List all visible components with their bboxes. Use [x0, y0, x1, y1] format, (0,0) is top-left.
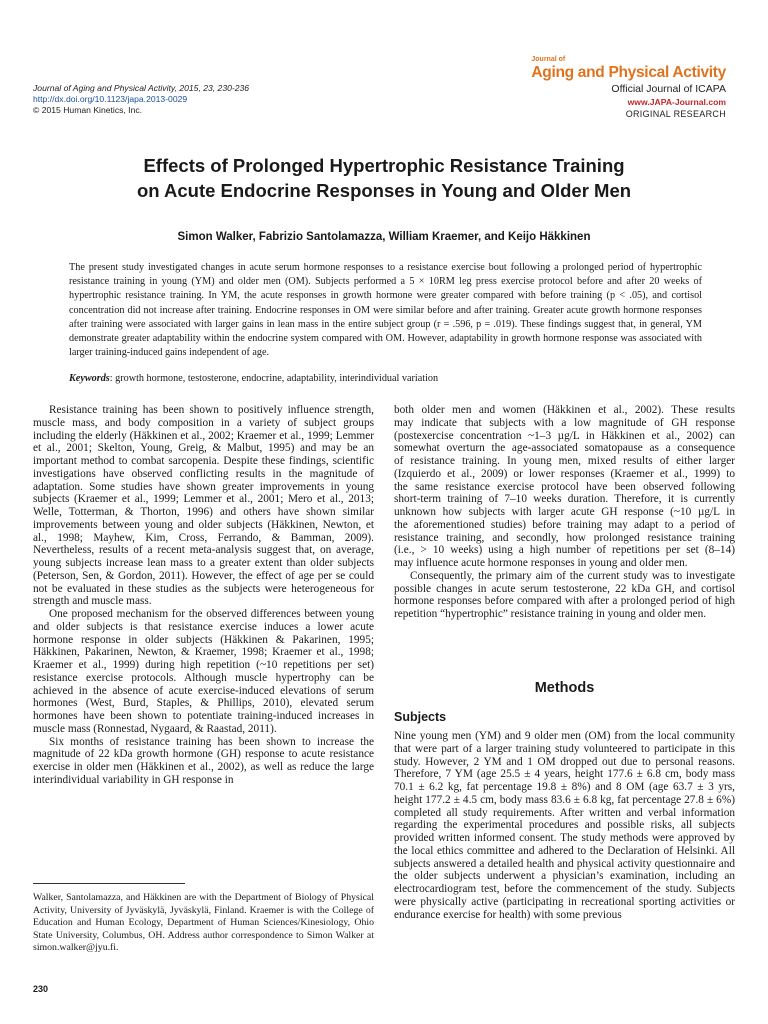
text-line: unknown how subjects with larger acute GH response (~10 µg/L in — [394, 506, 735, 518]
journal-of-label: Journal of — [531, 56, 566, 63]
subsection-heading-subjects: Subjects — [394, 710, 447, 724]
title-line: Effects of Prolonged Hypertrophic Resistance Training — [143, 155, 625, 176]
text-line: somewhat overturn the age-associated somatopause as a consequence — [394, 442, 735, 455]
text-line: both older men and women (Häkkinen et al., 2002). These results — [394, 404, 735, 416]
doi-link[interactable]: http://dx.doi.org/10.1123/japa.2013-0029 — [33, 94, 188, 104]
citation: Journal of Aging and Physical Activity, 2015, 23, 230-236 — [33, 83, 250, 93]
journal-masthead — [531, 56, 726, 120]
keywords-label: Keywords — [69, 373, 110, 384]
text-line: of resistance training. In young men, mixed results of either larger — [394, 455, 735, 467]
text-line: may indicate that subjects with a low magnitude of GH response — [394, 416, 735, 429]
copyright: © 2015 Human Kinetics, Inc. — [33, 105, 143, 115]
article-title — [0, 153, 768, 203]
text-line-last: may influence acute hormone responses in young and older men. — [394, 557, 688, 569]
text-line: (i.e., > 10 weeks) using a high number of repetitions per set (8–14) — [394, 544, 735, 557]
paragraph: Resistance training has been shown to positively influence strength, muscle mass, and body composition in a variety of subject groups including the elderly (Häkkinen et al., 2002; Kraemer et al., 1999; Lemmer et al., 2001; Skelton, Young, Greig, & Malbut, 1995) and may be an important method to combat sarcopenia. Despite these findings, scientific investigations have observed conflicting results in the magnitude of adaptation. Some studies have shown greater improvements in young subjects (Kraemer et al., 1999; Lemmer et al., 2001; Mero et al., 2013; Welle, Totterman, & Thorton, 1996) and others have shown similar improvements between young and older subjects (Häkkinen, Newton, et al., 1998; Mayhew, Kim, Cross, Ferrando, & Bamman, 2009). Nevertheless, results of a recent meta-analysis suggest that, on average, young subjects increase lean mass to a greater extent than older subjects (Peterson, Sen, & Gordon, 2011). However, the effect of age per se could not be evaluated in these studies as the subjects were heterogeneous for strength and muscle mass. — [33, 404, 374, 608]
page-number: 230 — [33, 984, 49, 994]
article-type: ORIGINAL RESEARCH — [625, 109, 726, 119]
keywords-text: : growth hormone, testosterone, endocrine, adaptability, interindividual variation — [109, 373, 439, 384]
title-line: on Acute Endocrine Responses in Young and Older Men — [136, 180, 632, 201]
keywords — [69, 373, 702, 384]
text-line: (postexercise concentration ~1–3 µg/L in Häkkinen et al., 2002) can — [394, 429, 735, 442]
text-line: the aforementioned studies) before training may adapt to a period of — [394, 518, 735, 531]
section-heading-methods: Methods — [534, 680, 595, 696]
text-line: the same resistance exercise protocol have been observed following — [394, 480, 735, 493]
paragraph: Nine young men (YM) and 9 older men (OM) from the local community that were part of a larger training study volunteered to participate in this study. However, 2 YM and 1 OM dropped out due to personal reasons. Therefore, 7 YM (age 25.5 ± 4 years, height 177.6 ± 6.8 cm, body mass 70.1 ± 6.2 kg, fat percentage 19.8 ± 8%) and 8 OM (age 63.7 ± 3 yrs, height 177.2 ± 4.5 cm, body mass 83.6 ± 6.8 kg, fat percentage 27.8 ± 6%) completed all study requirements. After written and verbal information regarding the experimental procedures and possible risks, all subjects provided written informed consent. The study methods were approved by the local ethics committee and adhered to the Declaration of Helsinki. All subjects answered a detailed health and physical activity questionnaire and the older subjects underwent a physician’s examination, including an electrocardiogram test, before the commencement of the study. Subjects were physically active (participating in recreational sporting activities or endurance exercise for health) with some previous — [394, 730, 735, 921]
text-line: resistance training, and secondly, how prolonged resistance training — [394, 531, 735, 544]
text-line: short-term training of 7–10 weeks duration. Therefore, it is currently — [394, 493, 735, 506]
citation-block — [33, 83, 249, 116]
journal-name: Aging and Physical Activity — [531, 64, 726, 81]
right-column — [394, 404, 735, 621]
author-list: Simon Walker, Fabrizio Santolamazza, William Kraemer, and Keijo Häkkinen — [177, 231, 591, 243]
text-line: (Izquierdo et al., 2009) or lower responses (Kraemer et al., 1999) to — [394, 467, 735, 480]
journal-url[interactable]: www.JAPA-Journal.com — [627, 97, 726, 107]
official-journal: Official Journal of ICAPA — [611, 83, 726, 95]
footnote-divider — [33, 883, 185, 884]
abstract: The present study investigated changes in acute serum hormone responses to a resistance exercise bout following a prolonged period of hypertrophic resistance training in young (YM) and older men (OM). Subjects performed a 5 × 10RM leg press exercise protocol before and after 20 weeks of hypertrophic resistance training. In YM, the acute responses in growth hormone were greater compared with before training (p < .05), and cortisol concentration did not increase after training. Endocrine responses in OM were similar before and after training. Greater acute growth hormone responses after training were associated with larger gains in lean mass in the entire subject group (r = .596, p = .019). These findings suggest that, in general, YM demonstrate greater adaptability within the endocrine system compared with OM. However, adaptability in growth hormone response was associated with larger training-induced gains independent of age. — [69, 262, 702, 359]
paragraph: Consequently, the primary aim of the current study was to investigate possible changes in acute serum testosterone, 22 kDa GH, and cortisol hormone responses before compared with after a prolonged period of high repetition “hypertrophic” resistance training in young and older men. — [394, 569, 735, 620]
paragraph: One proposed mechanism for the observed differences between young and older subjects is that resistance exercise induces a lower acute hormone response in older subjects (Häkkinen & Pakarinen, 1995; Häkkinen, Pakarinen, Newton, & Kraemer, 1998; Kraemer et al., 1998; Kraemer et al., 1999) during high repetition (~10 repetitions per set) resistance exercise protocols. Although muscle hypertrophy can be achieved in the absence of acute exercise-induced elevations of serum hormones (West, Burd, Staples, & Phillips, 2010), elevated serum hormones have been shown to potentiate training-induced increases in muscle mass (Ronnestad, Nygaard, & Raastad, 2011). — [33, 608, 374, 735]
subjects-section — [394, 730, 735, 921]
paragraph: Six months of resistance training has been shown to increase the magnitude of 22 kDa growth hormone (GH) response to acute resistance exercise in older men (Häkkinen et al., 2002), as well as reduce the large interindividual variability in GH response in — [33, 735, 374, 786]
continued-paragraph — [394, 404, 735, 557]
left-column — [33, 404, 374, 787]
affiliation-footnote: Walker, Santolamazza, and Häkkinen are with the Department of Biology of Physical Activity, University of Jyväskylä, Jyväskylä, Finland. Kraemer is with the College of Education and Human Ecology, Department of Human Sciences/Kinesiology, Ohio State University, Columbus, OH. Address author correspondence to Simon Walker at simon.walker@jyu.fi. — [33, 892, 374, 953]
